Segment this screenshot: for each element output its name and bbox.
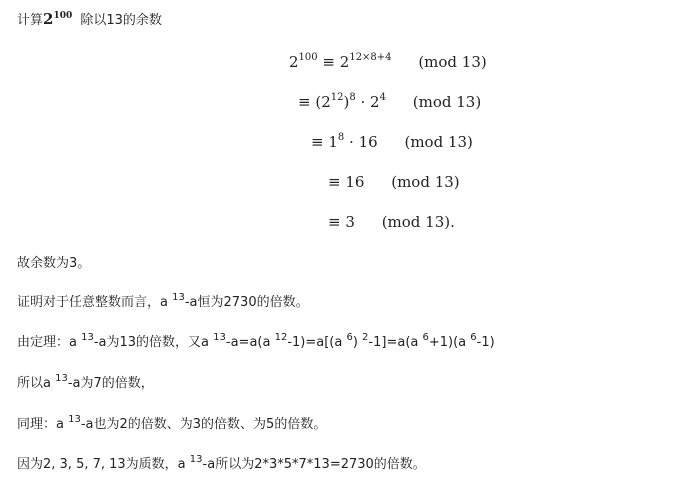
eq2-mod: (mod 13) bbox=[412, 93, 482, 111]
equation-line-2 bbox=[298, 92, 481, 112]
proof-line2-exp5: 2 bbox=[362, 331, 369, 343]
eq2-rhs-open: (2 bbox=[315, 93, 331, 111]
proof-line2-exp7: 6 bbox=[470, 331, 477, 343]
eq1-rhs-exp: 12×8+4 bbox=[349, 52, 392, 63]
proof-line2-d: -1)=a[(a bbox=[287, 335, 347, 350]
eq3-rhs-tail: · 16 bbox=[344, 133, 378, 151]
proof-line3-b: -a为7的倍数， bbox=[67, 376, 154, 391]
proof-line2-e: ) bbox=[352, 335, 363, 350]
proof-line2-exp3: 12 bbox=[274, 331, 288, 343]
eq2-exp-8: 8 bbox=[349, 92, 356, 103]
eq2-exp-4: 4 bbox=[379, 92, 386, 103]
proof-line-seven bbox=[17, 372, 154, 393]
problem-base: 2 bbox=[43, 10, 54, 28]
proof-line2-exp2: 13 bbox=[213, 331, 226, 343]
proof-line1-text-b: -a恒为2730的倍数。 bbox=[184, 295, 309, 310]
eq4-mod: (mod 13) bbox=[391, 173, 460, 191]
proof-line5-b: -a所以为2*3*5*7*13=2730的倍数。 bbox=[202, 457, 426, 472]
eq1-rhs-base: 2 bbox=[339, 53, 350, 71]
eq3-congruence-symbol: ≡ bbox=[311, 133, 324, 151]
eq4-congruence-symbol: ≡ bbox=[328, 173, 341, 191]
proof-line4-b: -a也为2的倍数、为3的倍数、为5的倍数。 bbox=[80, 417, 327, 432]
proof-line4-a: 同理：a bbox=[17, 417, 69, 432]
proof-line2-f: -1]=a(a bbox=[368, 335, 423, 350]
proof-line-similar bbox=[17, 413, 327, 434]
proof-theorem-line bbox=[17, 331, 495, 352]
proof-line3-a: 所以a bbox=[17, 376, 56, 391]
proof-line5-a: 因为2, 3, 5, 7, 13为质数，a bbox=[17, 457, 190, 472]
proof-line2-g: +1)(a bbox=[428, 335, 471, 350]
eq2-exp-12: 12 bbox=[330, 92, 344, 103]
proof-line5-exp: 13 bbox=[189, 453, 203, 465]
proof-line2-exp1: 13 bbox=[81, 331, 94, 343]
proof-line4-exp: 13 bbox=[68, 413, 81, 425]
eq4-rhs: 16 bbox=[345, 173, 365, 191]
equation-line-3 bbox=[311, 132, 473, 152]
eq3-mod: (mod 13) bbox=[404, 133, 473, 151]
problem-statement bbox=[17, 10, 162, 30]
eq1-lhs-base: 2 bbox=[289, 53, 299, 71]
eq3-rhs-base: 1 bbox=[328, 133, 338, 151]
eq1-mod: (mod 13) bbox=[418, 53, 487, 71]
eq2-rhs-tail: · 2 bbox=[355, 93, 380, 111]
eq2-rhs-close: ) bbox=[343, 93, 350, 111]
proof-line1-exp: 13 bbox=[172, 291, 185, 303]
proof-line2-c: -a=a(a bbox=[225, 335, 275, 350]
proof-line1-text-a: 证明对于任意整数而言，a bbox=[17, 295, 173, 310]
eq1-congruence-symbol: ≡ bbox=[322, 53, 335, 71]
proof-line-final bbox=[17, 453, 426, 474]
problem-exponent: 100 bbox=[53, 10, 73, 21]
proof-line2-exp4: 6 bbox=[346, 331, 353, 343]
equation-line-5 bbox=[328, 212, 455, 232]
equation-line-1 bbox=[289, 52, 487, 72]
eq5-congruence-symbol: ≡ bbox=[328, 213, 341, 231]
proof-line2-exp6: 6 bbox=[422, 331, 429, 343]
conclusion-text: 故余数为3。 bbox=[17, 256, 91, 271]
equation-line-4 bbox=[328, 172, 460, 192]
problem-suffix: 除以13的余数 bbox=[80, 13, 162, 28]
eq5-rhs: 3 bbox=[345, 213, 355, 231]
proof-line3-exp: 13 bbox=[55, 372, 68, 384]
proof-line2-b: -a为13的倍数，又a bbox=[93, 335, 214, 350]
eq2-congruence-symbol: ≡ bbox=[298, 93, 311, 111]
eq5-mod: (mod 13). bbox=[381, 213, 455, 231]
proof-line2-a: 由定理：a bbox=[17, 335, 82, 350]
eq1-lhs-exp: 100 bbox=[298, 52, 318, 63]
problem-prefix: 计算 bbox=[17, 13, 44, 28]
eq3-exp-8: 8 bbox=[337, 132, 345, 143]
proof-statement bbox=[17, 291, 309, 312]
proof-line2-h: -1) bbox=[476, 335, 495, 350]
